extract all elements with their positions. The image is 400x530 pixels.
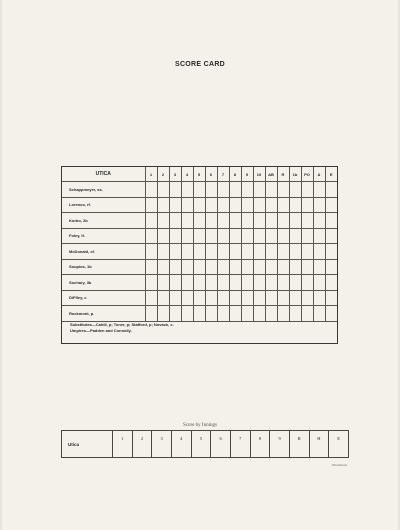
inning-column: H	[309, 431, 329, 458]
score-cell	[313, 290, 325, 306]
score-cell	[301, 228, 313, 244]
score-cell	[217, 306, 229, 322]
page-edge-left	[0, 0, 3, 530]
score-cell	[157, 306, 169, 322]
score-cell	[241, 228, 253, 244]
substitutes-text: Substitutes—Cahill, p; Toner, p; Stafford, p; Novack, c.	[70, 322, 174, 327]
score-cell	[325, 306, 337, 322]
player-row	[62, 244, 337, 260]
score-cell	[253, 306, 265, 322]
score-cell	[205, 213, 217, 229]
score-cell	[229, 290, 241, 306]
score-cell	[193, 290, 205, 306]
score-cell	[241, 213, 253, 229]
score-cell	[313, 228, 325, 244]
printer-mark: Woodstock	[331, 463, 347, 467]
score-cell	[229, 259, 241, 275]
column-header: 7	[217, 167, 229, 182]
score-cell	[289, 228, 301, 244]
score-cell	[157, 213, 169, 229]
column-header: A	[313, 167, 325, 182]
score-cell	[301, 306, 313, 322]
inning-column: 2	[132, 431, 152, 458]
column-header: R	[277, 167, 289, 182]
score-cell	[157, 259, 169, 275]
score-cell	[265, 197, 277, 213]
score-cell	[205, 182, 217, 198]
score-cell	[217, 197, 229, 213]
score-cell	[265, 306, 277, 322]
score-cell	[157, 275, 169, 291]
score-cell	[181, 213, 193, 229]
score-cell	[277, 213, 289, 229]
score-cell	[217, 259, 229, 275]
score-cell	[169, 228, 181, 244]
score-cell	[253, 182, 265, 198]
score-cell	[157, 228, 169, 244]
player-name: Lorenco, rf.	[62, 197, 145, 213]
score-cell	[265, 275, 277, 291]
score-cell	[241, 197, 253, 213]
score-cell	[145, 275, 157, 291]
score-cell	[181, 259, 193, 275]
score-cell	[289, 290, 301, 306]
score-by-innings-caption: Score by Innings	[183, 423, 217, 428]
score-cell	[181, 182, 193, 198]
score-cell	[253, 259, 265, 275]
score-cell	[181, 275, 193, 291]
score-cell	[217, 182, 229, 198]
score-cell	[277, 275, 289, 291]
player-row	[62, 290, 337, 306]
score-cell	[325, 290, 337, 306]
score-cell	[229, 182, 241, 198]
score-cell	[217, 228, 229, 244]
score-cell	[241, 244, 253, 260]
team-header: UTICA	[62, 167, 145, 182]
score-by-innings-table	[61, 430, 349, 458]
score-cell	[229, 306, 241, 322]
score-cell	[277, 228, 289, 244]
inning-column: 9	[270, 431, 290, 458]
score-cell	[193, 259, 205, 275]
score-cell	[253, 275, 265, 291]
column-header: 10	[253, 167, 265, 182]
column-header: 5	[193, 167, 205, 182]
score-cell	[229, 244, 241, 260]
player-name: Rockmont, p.	[62, 306, 145, 322]
player-row	[62, 306, 337, 322]
player-name: Sochary, 3b	[62, 275, 145, 291]
innings-team-label: Utica	[62, 431, 113, 458]
score-cell	[145, 290, 157, 306]
column-header: 6	[205, 167, 217, 182]
scorecard-grid	[62, 167, 337, 322]
score-cell	[325, 275, 337, 291]
score-cell	[241, 259, 253, 275]
player-name: Schappmeyer, ss.	[62, 182, 145, 198]
score-cell	[241, 275, 253, 291]
score-cell	[277, 306, 289, 322]
inning-column: 8	[250, 431, 270, 458]
score-cell	[205, 306, 217, 322]
score-cell	[301, 213, 313, 229]
score-cell	[289, 244, 301, 260]
score-cell	[205, 275, 217, 291]
player-name: McDonald, cf.	[62, 244, 145, 260]
player-row	[62, 228, 337, 244]
score-cell	[205, 259, 217, 275]
score-cell	[193, 244, 205, 260]
player-name: DiFfley, c	[62, 290, 145, 306]
score-cell	[181, 290, 193, 306]
score-cell	[265, 213, 277, 229]
scorecard-footnote	[70, 322, 174, 334]
score-cell	[277, 197, 289, 213]
column-header: 3	[169, 167, 181, 182]
score-cell	[145, 259, 157, 275]
score-cell	[265, 182, 277, 198]
score-cell	[181, 306, 193, 322]
score-cell	[289, 275, 301, 291]
score-cell	[301, 197, 313, 213]
score-cell	[205, 290, 217, 306]
column-header: E	[325, 167, 337, 182]
score-cell	[313, 213, 325, 229]
score-cell	[265, 290, 277, 306]
inning-column: 1	[113, 431, 133, 458]
player-row	[62, 197, 337, 213]
player-name: Soupios, 1b	[62, 259, 145, 275]
score-cell	[253, 244, 265, 260]
score-cell	[145, 306, 157, 322]
score-cell	[313, 244, 325, 260]
score-cell	[193, 275, 205, 291]
inning-column: R	[289, 431, 309, 458]
player-name: Foley, lf.	[62, 228, 145, 244]
score-cell	[193, 213, 205, 229]
scorecard-box	[61, 166, 338, 344]
score-cell	[289, 213, 301, 229]
score-cell	[277, 259, 289, 275]
score-cell	[193, 182, 205, 198]
score-cell	[169, 244, 181, 260]
score-cell	[145, 197, 157, 213]
column-header: AB	[265, 167, 277, 182]
score-cell	[277, 290, 289, 306]
score-cell	[205, 244, 217, 260]
score-cell	[193, 228, 205, 244]
inning-column: E	[329, 431, 349, 458]
score-cell	[313, 275, 325, 291]
player-row	[62, 259, 337, 275]
column-header: 4	[181, 167, 193, 182]
score-cell	[157, 244, 169, 260]
score-cell	[265, 244, 277, 260]
score-cell	[277, 182, 289, 198]
column-header: 1	[145, 167, 157, 182]
score-cell	[217, 213, 229, 229]
inning-column: 5	[191, 431, 211, 458]
score-cell	[193, 197, 205, 213]
score-cell	[157, 182, 169, 198]
player-row	[62, 182, 337, 198]
score-cell	[313, 259, 325, 275]
column-header: 2	[157, 167, 169, 182]
score-cell	[181, 228, 193, 244]
score-cell	[229, 228, 241, 244]
score-cell	[313, 197, 325, 213]
column-header: 1b	[289, 167, 301, 182]
score-cell	[253, 197, 265, 213]
score-cell	[253, 228, 265, 244]
page-title: SCORE CARD	[174, 61, 226, 68]
score-cell	[325, 244, 337, 260]
score-cell	[181, 244, 193, 260]
score-cell	[145, 182, 157, 198]
score-cell	[229, 213, 241, 229]
score-cell	[241, 306, 253, 322]
inning-column: 7	[230, 431, 250, 458]
score-cell	[241, 290, 253, 306]
score-cell	[157, 197, 169, 213]
score-cell	[325, 228, 337, 244]
score-cell	[325, 259, 337, 275]
column-header: 8	[229, 167, 241, 182]
score-cell	[205, 228, 217, 244]
score-cell	[157, 290, 169, 306]
score-cell	[169, 306, 181, 322]
score-cell	[217, 275, 229, 291]
score-cell	[265, 228, 277, 244]
score-cell	[313, 182, 325, 198]
score-cell	[301, 182, 313, 198]
score-cell	[145, 228, 157, 244]
score-cell	[277, 244, 289, 260]
score-cell	[289, 197, 301, 213]
score-cell	[193, 306, 205, 322]
score-cell	[313, 306, 325, 322]
player-row	[62, 275, 337, 291]
score-cell	[265, 259, 277, 275]
inning-column: 6	[211, 431, 231, 458]
score-cell	[325, 197, 337, 213]
score-cell	[325, 213, 337, 229]
score-cell	[181, 197, 193, 213]
score-cell	[205, 197, 217, 213]
inning-column: 3	[152, 431, 172, 458]
score-cell	[301, 259, 313, 275]
score-cell	[289, 182, 301, 198]
umpires-text: Umpires—Padden and Connolly.	[70, 328, 132, 333]
column-header: 9	[241, 167, 253, 182]
score-cell	[241, 182, 253, 198]
score-cell	[217, 244, 229, 260]
score-cell	[169, 275, 181, 291]
score-cell	[253, 213, 265, 229]
score-cell	[217, 290, 229, 306]
score-cell	[169, 182, 181, 198]
score-cell	[169, 213, 181, 229]
score-cell	[169, 197, 181, 213]
score-cell	[301, 290, 313, 306]
player-row	[62, 213, 337, 229]
inning-column: 4	[171, 431, 191, 458]
score-cell	[301, 275, 313, 291]
score-cell	[325, 182, 337, 198]
player-name: Korbo, 2b	[62, 213, 145, 229]
score-cell	[169, 290, 181, 306]
score-cell	[253, 290, 265, 306]
score-cell	[229, 275, 241, 291]
score-cell	[301, 244, 313, 260]
score-cell	[289, 259, 301, 275]
score-cell	[229, 197, 241, 213]
score-cell	[169, 259, 181, 275]
column-header: PO	[301, 167, 313, 182]
score-cell	[289, 306, 301, 322]
score-cell	[145, 213, 157, 229]
score-cell	[145, 244, 157, 260]
